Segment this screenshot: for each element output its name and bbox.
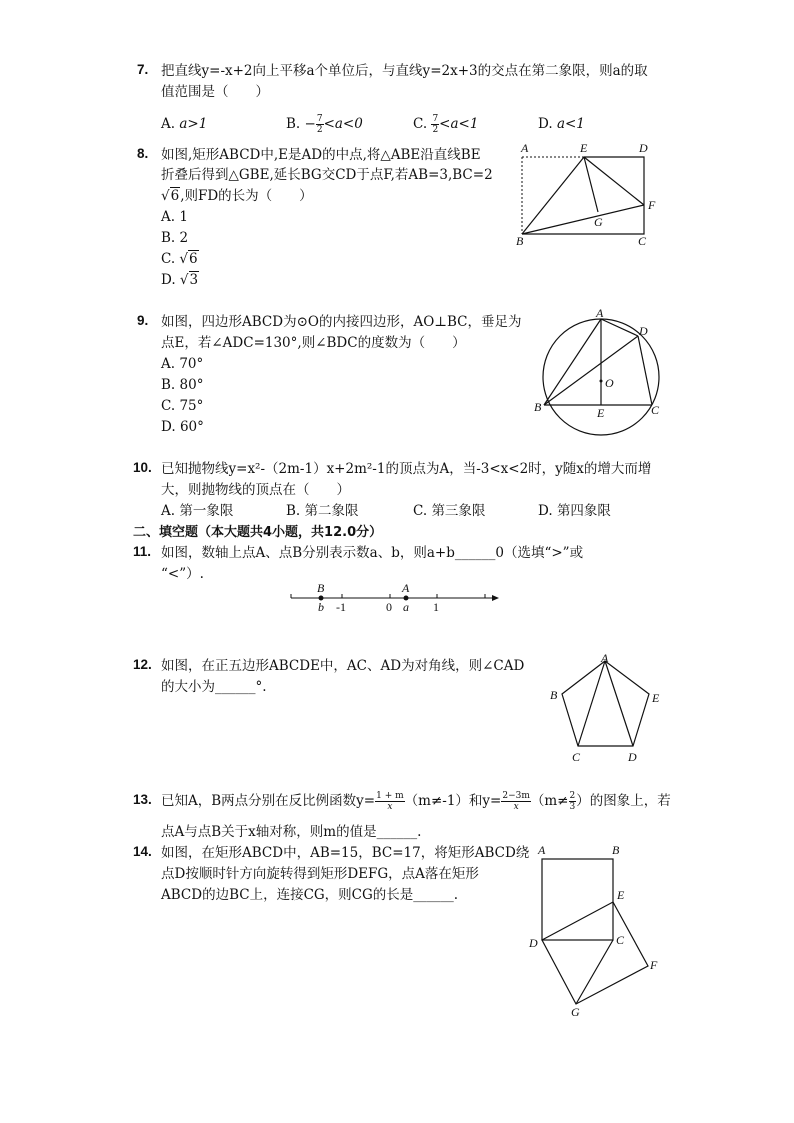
q9-option-c: C. 75° — [161, 398, 204, 414]
q8-label-d: D — [639, 141, 648, 155]
q12-stem-line1: 如图，在正五边形ABCDE中，AC、AD为对角线，则∠CAD — [161, 658, 525, 674]
q14-stem-line2: 点D按顺时针方向旋转得到矩形DEFG，点A落在矩形 — [161, 866, 479, 882]
q9-stem-line2: 点E，若∠ADC=130°,则∠BDC的度数为（ ） — [161, 335, 466, 351]
q9-label-d: D — [639, 324, 648, 338]
q8-label-c: C — [638, 234, 647, 248]
q14-label-a: A — [538, 843, 546, 857]
q13-number: 13. — [133, 792, 152, 807]
q12-diagonal-ac — [578, 661, 605, 746]
q11-number-line-figure — [285, 580, 505, 618]
q8-label-g: G — [594, 215, 603, 229]
q8-segment-ef — [584, 157, 644, 205]
q7-option-c: C. $\frac{7}{2}$ <a<1 — [413, 114, 479, 135]
q8-label-b: B — [516, 234, 524, 248]
q9-circle-figure — [532, 305, 672, 445]
q11-label-zero: 0 — [386, 600, 392, 614]
q9-option-a: A. 70° — [161, 356, 204, 372]
q12-label-c: C — [572, 750, 581, 764]
q12-pentagon-figure — [545, 650, 670, 768]
q10-number: 10. — [133, 460, 152, 475]
q7-number: 7. — [137, 62, 149, 77]
q9-label-b: B — [534, 400, 542, 414]
q7-stem-line1: 把直线y=-x+2向上平移a个单位后，与直线y=2x+3的交点在第二象限，则a的取 — [161, 63, 648, 79]
q9-label-a: A — [596, 306, 604, 320]
q11-stem-line1: 如图，数轴上点A、点B分别表示数a、b，则a+b______0（选填“>”或 — [161, 545, 584, 561]
q14-label-g: G — [571, 1005, 580, 1018]
q8-rect-sides — [522, 157, 644, 234]
q8-label-e: E — [580, 141, 588, 155]
q11-label-a: A — [402, 581, 410, 595]
q12-label-a: A — [601, 651, 609, 665]
q9-stem-line1: 如图，四边形ABCD为⊙O的内接四边形，AO⊥BC，垂足为 — [161, 314, 522, 330]
q10-stem-line2: 大，则抛物线的顶点在（ ） — [161, 482, 350, 498]
q8-stem-line3: √6,则FD的长为（ ） — [161, 188, 313, 204]
q11-stem-line2: “<”）. — [161, 566, 204, 582]
q10-option-c: C. 第三象限 — [413, 503, 486, 519]
q9-center-point — [600, 380, 603, 383]
q14-number: 14. — [133, 844, 152, 859]
q9-segment-bd — [544, 336, 638, 405]
q9-number: 9. — [137, 313, 149, 328]
q8-label-f: F — [648, 198, 656, 212]
q11-label-b-lower: b — [318, 600, 324, 614]
q11-label-b: B — [317, 581, 325, 595]
q12-label-e: E — [652, 691, 660, 705]
q9-label-o: O — [605, 376, 614, 390]
q13-stem-line2: 点A与点B关于x轴对称，则m的值是______. — [161, 824, 422, 840]
q14-label-e: E — [617, 888, 625, 902]
q10-option-b: B. 第二象限 — [286, 503, 359, 519]
q8-stem-line2: 折叠后得到△GBE,延长BG交CD于点F,若AB=3,BC=2 — [161, 167, 493, 183]
q8-stem-line1: 如图,矩形ABCD中,E是AD的中点,将△ABE沿直线BE — [161, 147, 481, 163]
q7-option-d: D. a<1 — [538, 116, 585, 132]
q10-option-a: A. 第一象限 — [161, 503, 234, 519]
q8-option-c: C. √6 — [161, 251, 198, 267]
q8-number: 8. — [137, 146, 149, 161]
q12-diagonal-ad — [605, 661, 633, 746]
section-heading-fill-in: 二、填空题（本大题共4小题，共12.0分） — [133, 525, 383, 540]
q8-segment-eg — [584, 157, 598, 212]
q12-pentagon — [562, 661, 649, 746]
q14-rotation-figure — [525, 838, 665, 1018]
q10-option-d: D. 第四象限 — [538, 503, 611, 519]
q12-label-d: D — [628, 750, 637, 764]
q14-stem-line3: ABCD的边BC上，连接CG，则CG的长是______. — [161, 887, 459, 903]
q11-label-minus-one: -1 — [336, 600, 346, 614]
q12-number: 12. — [133, 657, 152, 672]
q8-rectangle-figure — [510, 138, 665, 250]
q7-option-b: B. − $\frac{7}{2}$ <a<0 — [286, 114, 363, 135]
q8-segment-be — [522, 157, 584, 234]
q11-label-a-lower: a — [403, 600, 409, 614]
q9-segment-ab — [544, 319, 601, 405]
q13-stem-line1: 已知A，B两点分别在反比例函数y= $\frac{1 + m}{x}$ （m≠-1）和y= $\frac{2-3m}{x}$ （m≠ $\frac{2}{3}$ ）的图象上，若 — [161, 791, 671, 812]
q8-label-a: A — [521, 141, 529, 155]
q14-label-d: D — [529, 936, 538, 950]
q8-segment-bf — [522, 205, 644, 234]
q9-label-c: C — [651, 403, 660, 417]
q12-label-b: B — [550, 688, 558, 702]
q11-number: 11. — [133, 544, 152, 559]
q14-label-b: B — [612, 843, 620, 857]
q11-label-one: 1 — [433, 600, 439, 614]
q7-option-a: A. a>1 — [161, 116, 208, 132]
q12-stem-line2: 的大小为______°. — [161, 679, 267, 695]
q14-label-f: F — [650, 958, 658, 972]
q11-axis-arrow — [492, 595, 499, 601]
q14-label-c: C — [616, 933, 625, 947]
q14-rect-defg — [542, 902, 648, 1004]
q8-option-d: D. √3 — [161, 272, 199, 288]
q8-option-b: B. 2 — [161, 230, 189, 246]
q14-rect-abcd — [542, 859, 613, 940]
q9-option-d: D. 60° — [161, 419, 204, 435]
q14-stem-line1: 如图，在矩形ABCD中，AB=15，BC=17，将矩形ABCD绕 — [161, 845, 530, 861]
q9-option-b: B. 80° — [161, 377, 204, 393]
q8-option-a: A. 1 — [161, 209, 188, 225]
q9-label-e: E — [597, 406, 605, 420]
q10-stem-line1: 已知抛物线y=x²-（2m-1）x+2m²-1的顶点为A，当-3<x<2时，y随x的增大而增 — [161, 461, 652, 477]
q7-stem-line2: 值范围是（ ） — [161, 84, 269, 100]
